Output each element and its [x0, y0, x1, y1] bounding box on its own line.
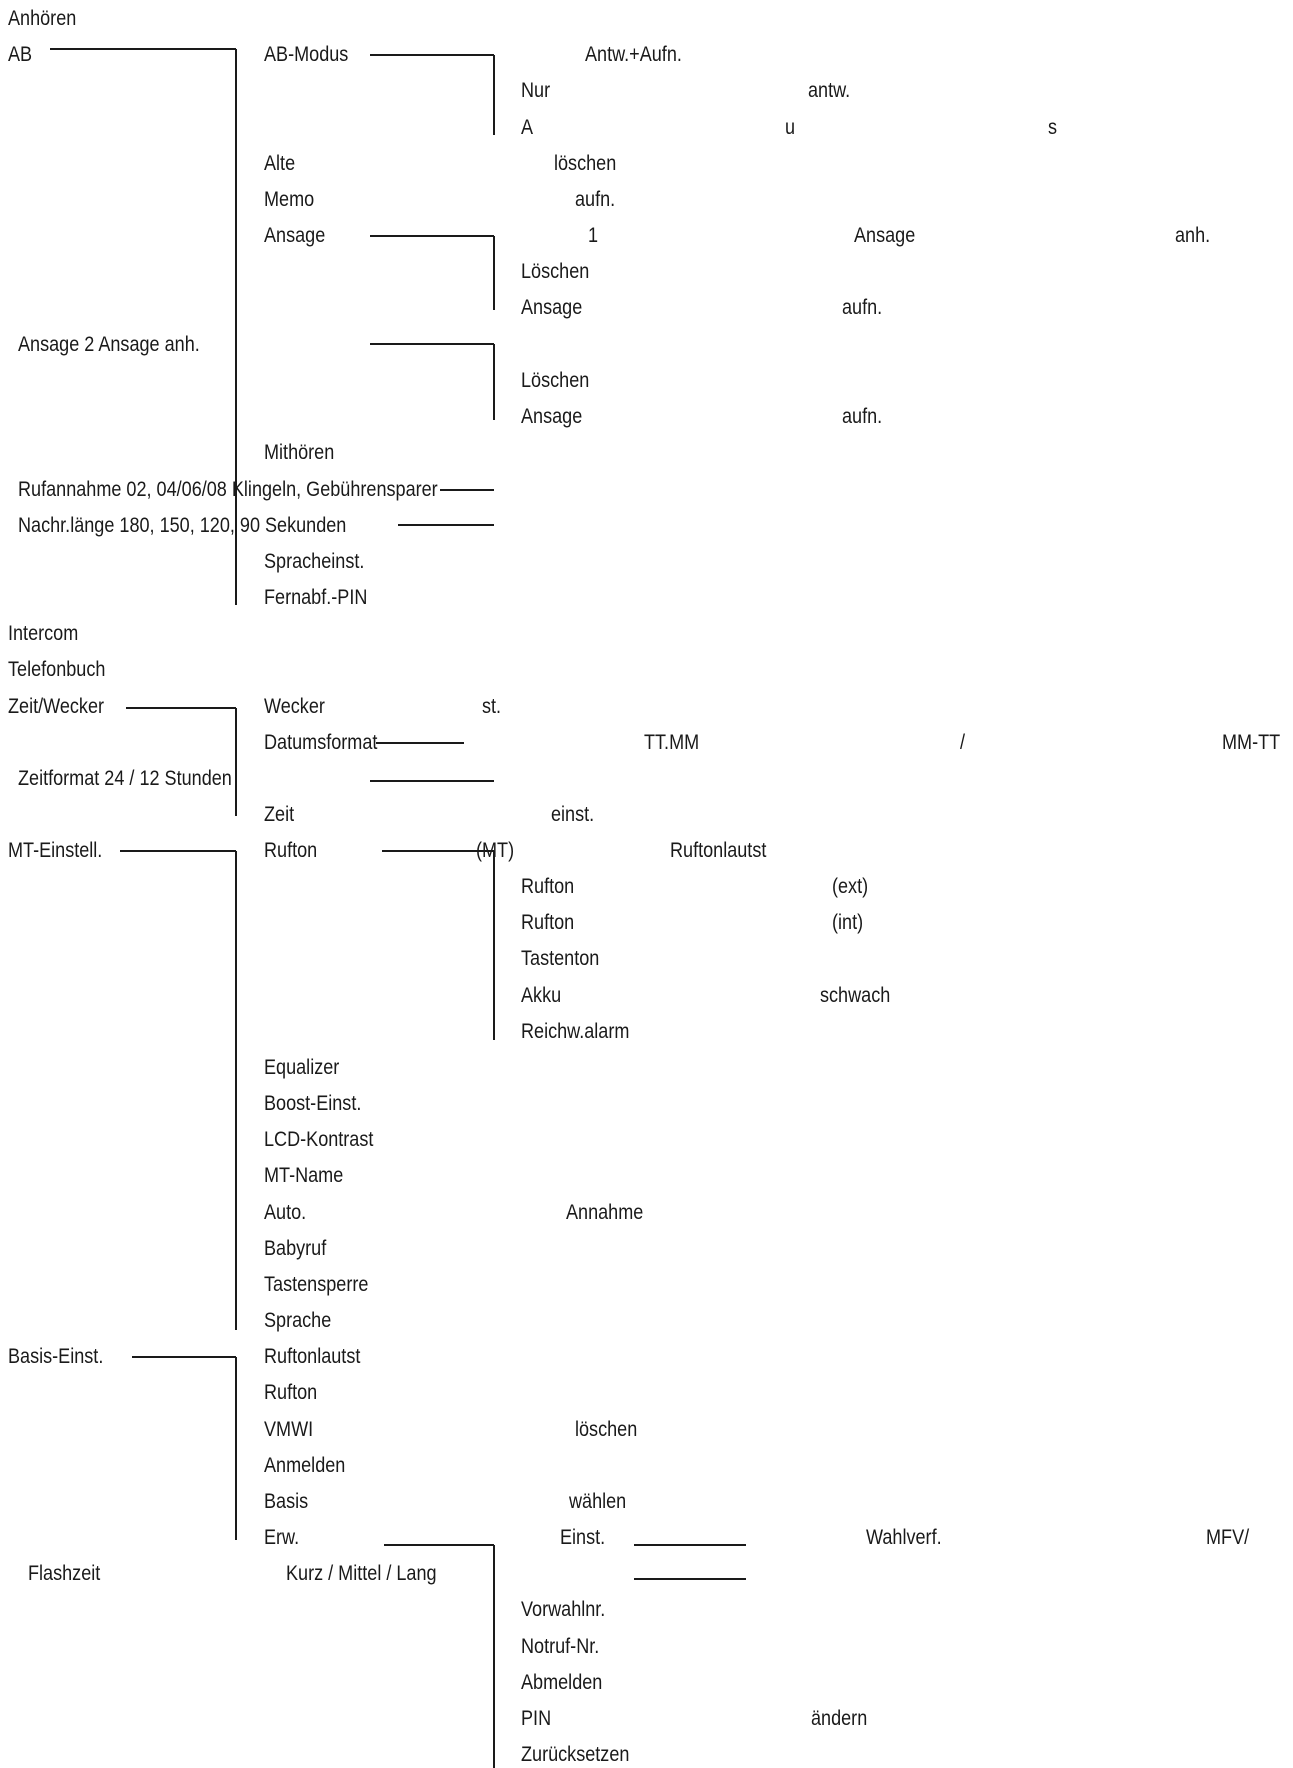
menu-item-equalizer: Equalizer [264, 1056, 340, 1079]
menu-item-auto-annahme: Annahme [566, 1201, 644, 1224]
option-aus-s: s [1048, 116, 1058, 139]
menu-item-wahlverf: Wahlverf. [866, 1526, 942, 1549]
menu-item-spracheinst: Spracheinst. [264, 550, 365, 573]
menu-item-rufannahme: Rufannahme 02, 04/06/08 Klingeln, Gebührensparer [18, 478, 438, 501]
menu-item-mt-einstell: MT-Einstell. [8, 839, 103, 862]
menu-item-ansage: Ansage [264, 224, 326, 247]
menu-item-abmelden: Abmelden [521, 1671, 603, 1694]
menu-item-akku: Akku [521, 984, 562, 1007]
ansage1-number: 1 [588, 224, 599, 247]
ansage1-anh: anh. [1175, 224, 1211, 247]
menu-item-akku-schwach: schwach [820, 984, 891, 1007]
menu-item-lcd-kontrast: LCD-Kontrast [264, 1128, 374, 1151]
option-ttmm: TT.MM [644, 731, 700, 754]
ansage1-ansage-aufn: Ansage [521, 296, 583, 319]
menu-item-rufton-int: Rufton [521, 911, 575, 934]
ansage1-loeschen: Löschen [521, 260, 590, 283]
ansage2-loeschen: Löschen [521, 369, 590, 392]
menu-item-basis-waehlen: wählen [569, 1490, 627, 1513]
menu-item-mithoeren: Mithören [264, 441, 335, 464]
menu-item-memo-aufn: aufn. [575, 188, 616, 211]
option-antw: antw. [808, 79, 851, 102]
menu-item-zeit-einst: einst. [551, 803, 595, 826]
ansage2-aufn: aufn. [842, 405, 883, 428]
ansage2-ansage-aufn: Ansage [521, 405, 583, 428]
label-ext: (ext) [832, 875, 869, 898]
option-kurz-mittel-lang: Kurz / Mittel / Lang [286, 1562, 437, 1585]
menu-item-zeit: Zeit [264, 803, 295, 826]
label-mt: (MT) [476, 839, 515, 862]
menu-item-rufton-mt: Rufton [264, 839, 318, 862]
option-aus-u: u [785, 116, 796, 139]
menu-item-alte: Alte [264, 152, 296, 175]
menu-item-sprache: Sprache [264, 1309, 332, 1332]
menu-item-datumsformat: Datumsformat [264, 731, 378, 754]
menu-item-wecker-st: st. [482, 695, 502, 718]
menu-item-anmelden: Anmelden [264, 1454, 346, 1477]
menu-item-auto: Auto. [264, 1201, 307, 1224]
menu-item-erw-einst: Einst. [560, 1526, 606, 1549]
menu-item-telefonbuch: Telefonbuch [8, 658, 106, 681]
menu-item-rufton-basis: Rufton [264, 1381, 318, 1404]
menu-item-zeit-wecker: Zeit/Wecker [8, 695, 105, 718]
menu-item-erw: Erw. [264, 1526, 300, 1549]
menu-item-basis: Basis [264, 1490, 309, 1513]
menu-item-nachrlaenge: Nachr.länge 180, 150, 120, 90 Sekunden [18, 514, 347, 537]
menu-item-ab: AB [8, 43, 33, 66]
menu-item-wecker: Wecker [264, 695, 325, 718]
menu-item-ruftonlautst: Ruftonlautst [670, 839, 767, 862]
menu-item-fernabf-pin: Fernabf.-PIN [264, 586, 368, 609]
menu-item-boost-einst: Boost-Einst. [264, 1092, 362, 1115]
option-mmtt: MM-TT [1222, 731, 1281, 754]
menu-item-vorwahlnr: Vorwahlnr. [521, 1598, 606, 1621]
menu-item-zeitformat: Zeitformat 24 / 12 Stunden [18, 767, 232, 790]
menu-item-tastensperre: Tastensperre [264, 1273, 369, 1296]
option-aus-a: A [521, 116, 534, 139]
menu-item-reichw-alarm: Reichw.alarm [521, 1020, 630, 1043]
ansage1-ansage: Ansage [854, 224, 916, 247]
ansage1-aufn: aufn. [842, 296, 883, 319]
menu-item-anhoeren: Anhören [8, 7, 77, 30]
option-slash: / [960, 731, 966, 754]
menu-item-pin: PIN [521, 1707, 552, 1730]
menu-item-mt-name: MT-Name [264, 1164, 344, 1187]
menu-item-rufton-ext: Rufton [521, 875, 575, 898]
menu-item-flashzeit: Flashzeit [28, 1562, 101, 1585]
menu-item-ab-modus: AB-Modus [264, 43, 349, 66]
option-mfv: MFV/ [1206, 1526, 1250, 1549]
menu-item-notruf-nr: Notruf-Nr. [521, 1635, 600, 1658]
menu-item-ruftonlautst-basis: Ruftonlautst [264, 1345, 361, 1368]
menu-item-babyruf: Babyruf [264, 1237, 327, 1260]
option-nur: Nur [521, 79, 551, 102]
option-antw-aufn: Antw.+Aufn. [585, 43, 682, 66]
menu-item-vmwi-loeschen: löschen [575, 1418, 638, 1441]
menu-item-vmwi: VMWI [264, 1418, 314, 1441]
menu-item-ansage-2: Ansage 2 Ansage anh. [18, 333, 200, 356]
menu-item-pin-aendern: ändern [811, 1707, 868, 1730]
menu-item-intercom: Intercom [8, 622, 79, 645]
menu-item-basis-einst: Basis-Einst. [8, 1345, 104, 1368]
menu-item-alte-loeschen: löschen [554, 152, 617, 175]
menu-item-tastenton: Tastenton [521, 947, 600, 970]
menu-item-zuruecksetzen: Zurücksetzen [521, 1743, 630, 1766]
label-int: (int) [832, 911, 864, 934]
menu-item-memo: Memo [264, 188, 315, 211]
